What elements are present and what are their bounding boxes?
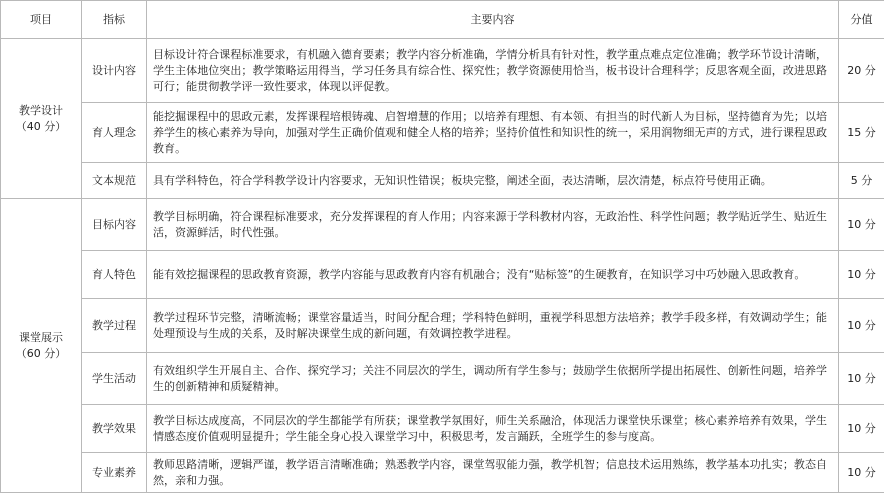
content-cell: 教师思路清晰，逻辑严谨，教学语言清晰准确；熟悉教学内容，课堂驾驭能力强，教学机智；信息技术运用熟练，教学基本功扎实；教态自然，亲和力强。 — [147, 453, 839, 493]
indicator-cell: 目标内容 — [82, 199, 147, 251]
score-cell: 10 分 — [839, 299, 884, 353]
header-score: 分值 — [839, 1, 884, 39]
score-cell: 10 分 — [839, 199, 884, 251]
header-project: 项目 — [1, 1, 82, 39]
indicator-cell: 育人特色 — [82, 251, 147, 299]
header-indicator: 指标 — [82, 1, 147, 39]
table-row — [1, 453, 884, 493]
indicator-cell: 学生活动 — [82, 353, 147, 405]
indicator-cell: 专业素养 — [82, 453, 147, 493]
category-classroom-display — [1, 199, 82, 493]
content-cell: 能挖掘课程中的思政元素，发挥课程培根铸魂、启智增慧的作用；以培养有理想、有本领、有担当的时代新人为目标，坚持德育为先；以培养学生的核心素养为导向，加强对学生正确价值观和健全人格的培养；坚持价值性和知识性的统一，采用润物细无声的方式，进行课程思政教育。 — [147, 103, 839, 163]
indicator-cell: 设计内容 — [82, 39, 147, 103]
header-content: 主要内容 — [147, 1, 839, 39]
indicator-cell: 育人理念 — [82, 103, 147, 163]
table-row — [1, 103, 884, 163]
table-row — [1, 299, 884, 353]
content-cell: 教学目标达成度高，不同层次的学生都能学有所获；课堂教学氛围好，师生关系融洽，体现活力课堂快乐课堂；核心素养培养有效果，学生情感态度价值观明显提升；学生能全身心投入课堂学习中，积极思考，发言踊跃，全班学生的参与度高。 — [147, 405, 839, 453]
content-cell: 具有学科特色，符合学科教学设计内容要求，无知识性错误；板块完整，阐述全面，表达清晰，层次清楚，标点符号使用正确。 — [147, 163, 839, 199]
content-cell: 能有效挖掘课程的思政教育资源，教学内容能与思政教育内容有机融合；没有“贴标签”的生硬教育，在知识学习中巧妙融入思政教育。 — [147, 251, 839, 299]
category-name: 教学设计 — [1, 103, 81, 119]
category-points: （60 分） — [1, 346, 81, 362]
score-cell: 10 分 — [839, 251, 884, 299]
table-row — [1, 39, 884, 103]
score-cell: 10 分 — [839, 405, 884, 453]
content-cell: 有效组织学生开展自主、合作、探究学习；关注不同层次的学生，调动所有学生参与；鼓励学生依据所学提出拓展性、创新性问题，培养学生的创新精神和质疑精神。 — [147, 353, 839, 405]
category-teaching-design — [1, 39, 82, 199]
header-row — [1, 1, 884, 39]
table-row — [1, 353, 884, 405]
category-name: 课堂展示 — [1, 330, 81, 346]
indicator-cell: 教学过程 — [82, 299, 147, 353]
score-cell: 10 分 — [839, 453, 884, 493]
indicator-cell: 文本规范 — [82, 163, 147, 199]
indicator-cell: 教学效果 — [82, 405, 147, 453]
table-row — [1, 251, 884, 299]
score-cell: 15 分 — [839, 103, 884, 163]
content-cell: 教学目标明确，符合课程标准要求，充分发挥课程的育人作用；内容来源于学科教材内容，无政治性、科学性问题；教学贴近学生、贴近生活，资源鲜活，时代性强。 — [147, 199, 839, 251]
table-row — [1, 163, 884, 199]
content-cell: 教学过程环节完整，清晰流畅；课堂容量适当，时间分配合理；学科特色鲜明，重视学科思想方法培养；教学手段多样，有效调动学生；能处理预设与生成的关系，及时解决课堂生成的新问题，有效调控教学进程。 — [147, 299, 839, 353]
score-cell: 10 分 — [839, 353, 884, 405]
score-cell: 5 分 — [839, 163, 884, 199]
table-row — [1, 199, 884, 251]
content-cell: 目标设计符合课程标准要求，有机融入德育要素；教学内容分析准确，学情分析具有针对性，教学重点难点定位准确；教学环节设计清晰，学生主体地位突出；教学策略运用得当，学习任务具有综合性、探究性；教学资源使用恰当，板书设计合理科学；反思客观全面，改进思路可行；能贯彻教学评一致性要求，体现以评促教。 — [147, 39, 839, 103]
category-points: （40 分） — [1, 119, 81, 135]
table-row — [1, 405, 884, 453]
score-cell: 20 分 — [839, 39, 884, 103]
